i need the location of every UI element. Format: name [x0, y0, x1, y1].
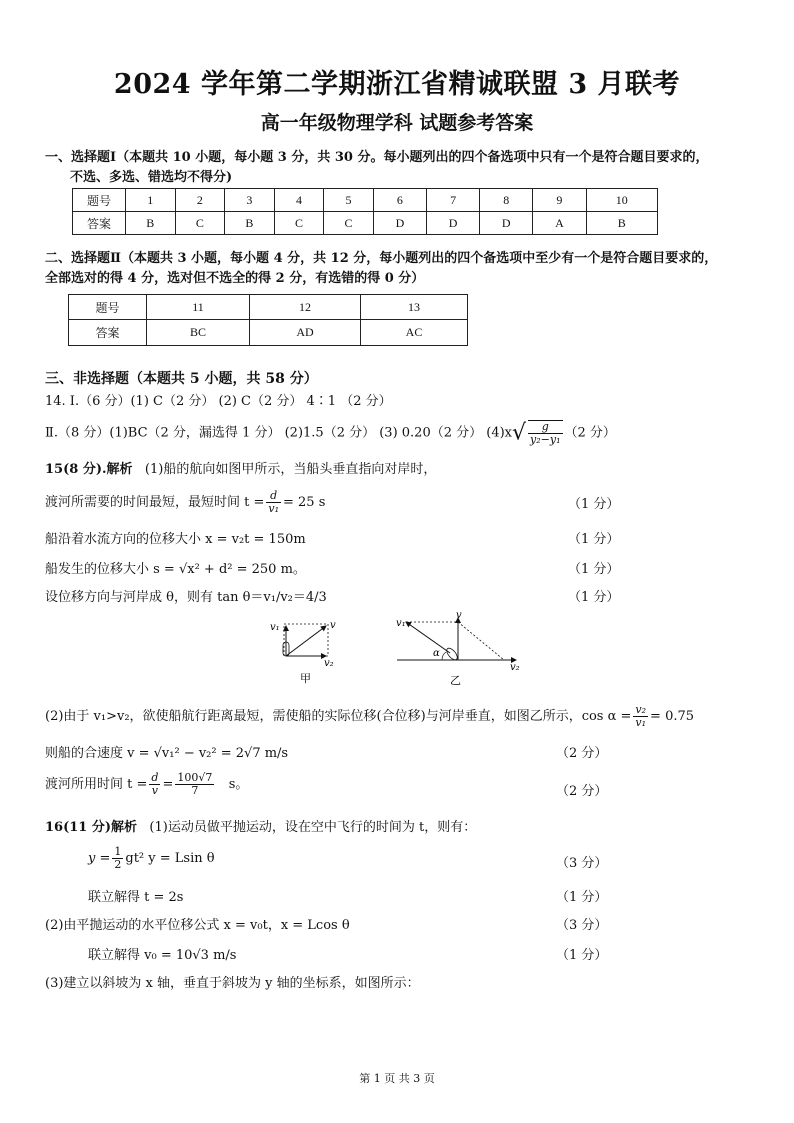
section1-heading-line1: 一、选择题Ⅰ（本题共 10 小题，每小题 3 分，共 30 分。每小题列出的四个备选项中只有一个是符合题目要求的，: [45, 150, 709, 165]
q14-part2-text: Ⅱ.（8 分）(1)BC（2 分，漏选得 1 分） (2)1.5（2 分） (3) 0.20（2 分） (4)x: [45, 425, 512, 441]
table-cell: C: [175, 212, 225, 235]
q15-line1-score: （1 分）: [568, 497, 620, 512]
table-cell: 2: [175, 189, 225, 212]
q15-line4: 设位移方向与河岸成 θ，则有 tan θ＝v₁/v₂＝4/3: [45, 590, 327, 605]
table-cell: 9: [533, 189, 586, 212]
table-row-label: 答案: [69, 320, 147, 346]
table-cell: B: [225, 212, 275, 235]
section3-heading: 三、非选择题（本题共 5 小题，共 58 分）: [45, 371, 318, 387]
page-footer: 第 1 页 共 3 页: [359, 1072, 435, 1085]
q16-intro: (1)运动员做平抛运动，设在空中飞行的时间为 t，则有：: [149, 820, 477, 835]
fig-jia-v2-label: v₂: [324, 658, 334, 669]
table-cell: 6: [373, 189, 426, 212]
q15-line6: 渡河所用时间 t = $\frac{d}{v}$ = $\frac{100√7}{7}$ s。: [45, 771, 249, 797]
table-row-label: 答案: [73, 212, 126, 235]
table-cell: BC: [147, 320, 250, 346]
table-row-answers: [73, 212, 658, 235]
table-cell: 3: [225, 189, 275, 212]
table-row-label: 题号: [69, 295, 147, 320]
figure-yi: [392, 608, 532, 688]
q15-part2: (2)由于 v₁>v₂，欲使船航行距离最短，需使船的实际位移(合位移)与河岸垂直，如图乙所示，cos α = $\frac{\text{v₂}}{\text{v₁}}$ = 0.75: [45, 703, 695, 729]
q15-intro: (1)船的航向如图甲所示，当船头垂直指向对岸时，: [144, 462, 437, 477]
table-row-answers: [69, 320, 468, 346]
fig-yi-v-label: v: [456, 610, 462, 621]
table-row-numbers: [69, 295, 468, 320]
page-subtitle: 高一年级物理学科 试题参考答案: [260, 112, 534, 134]
fig-jia-v1-label: v₁: [270, 622, 280, 633]
q14-part2: Ⅱ.（8 分）(1)BC（2 分，漏选得 1 分） (2)1.5（2 分） (3) 0.20（2 分） (4)x√ $\frac{g}{\text{y₂−y₁}}$ （2 分）: [45, 420, 616, 446]
q16-line3: (2)由平抛运动的水平位移公式 x = v₀t，x = Lcos θ: [45, 918, 350, 933]
table-cell: AC: [361, 320, 468, 346]
section1-answer-table: [72, 188, 658, 235]
table-cell: 5: [324, 189, 374, 212]
table-cell: C: [324, 212, 374, 235]
section2-heading-line1: 二、选择题Ⅱ（本题共 3 小题，每小题 4 分，共 12 分，每小题列出的四个备选项中至少有一个是符合题目要求的，: [45, 251, 718, 266]
q16-line4: 联立解得 v₀ = 10√3 m/s: [88, 948, 237, 963]
q15-line2: 船沿着水流方向的位移大小 x = v₂t = 150m: [45, 532, 306, 547]
table-cell: B: [586, 212, 658, 235]
table-cell: 1: [126, 189, 176, 212]
q14-part1: 14. Ⅰ.（6 分）(1) C（2 分） (2) C（2 分） 4∶1 （2 分）: [45, 394, 392, 409]
q15-line5-score: （2 分）: [556, 746, 608, 761]
fig-yi-alpha-label: α: [433, 648, 440, 659]
q16-intro-line: [45, 816, 476, 835]
table-cell: 12: [249, 295, 360, 320]
q16-line3-score: （3 分）: [556, 918, 608, 933]
table-cell: A: [533, 212, 586, 235]
page-title: 2024 学年第二学期浙江省精诚联盟 3 月联考: [113, 69, 681, 100]
table-cell: B: [126, 212, 176, 235]
fig-yi-v2-label: v₂: [510, 662, 520, 673]
q15-line1: 渡河所需要的时间最短，最短时间 t = $\frac{d}{\text{v₁}}$ = 25 s: [45, 489, 326, 515]
table-cell: C: [274, 212, 324, 235]
q14-formula-fraction: $\frac{g}{\text{y₂−y₁}}$: [530, 420, 561, 446]
q16-line1-score: （3 分）: [556, 856, 608, 871]
fig-jia-v-label: v: [330, 620, 336, 631]
section1-heading-line2: 不选、多选、错选均不得分): [70, 170, 233, 185]
q16-line5: (3)建立以斜坡为 x 轴，垂直于斜坡为 y 轴的坐标系，如图所示：: [45, 976, 420, 991]
q16-line2: 联立解得 t = 2s: [88, 890, 184, 905]
q16-line1: y = $\frac{1}{2}$ gt² y = Lsin θ: [88, 845, 215, 871]
q16-line4-score: （1 分）: [556, 948, 608, 963]
q15-line2-score: （1 分）: [568, 532, 620, 547]
q15-intro-line: [45, 458, 436, 477]
q15-line3: 船发生的位移大小 s = √x² + d² = 250 m。: [45, 562, 306, 577]
table-row-label: 题号: [73, 189, 126, 212]
table-cell: AD: [249, 320, 360, 346]
fig-yi-v1-label: v₁: [396, 618, 406, 629]
table-cell: D: [373, 212, 426, 235]
q15-line6-score: （2 分）: [556, 784, 608, 799]
q14-part2-score: （2 分）: [564, 425, 616, 441]
table-row-numbers: [73, 189, 658, 212]
section2-answer-table: [68, 294, 468, 346]
q16-heading: 16(11 分)解析: [45, 820, 138, 835]
table-cell: D: [480, 212, 533, 235]
table-cell: 11: [147, 295, 250, 320]
table-cell: 13: [361, 295, 468, 320]
table-cell: 8: [480, 189, 533, 212]
q15-line3-score: （1 分）: [568, 562, 620, 577]
fig-jia-caption: 甲: [300, 672, 311, 685]
table-cell: 10: [586, 189, 658, 212]
fig-yi-caption: 乙: [450, 674, 461, 687]
figure-jia: [262, 612, 352, 686]
section2-heading-line2: 全部选对的得 4 分，选对但不选全的得 2 分，有选错的得 0 分）: [45, 271, 425, 286]
table-cell: D: [426, 212, 479, 235]
q15-line4-score: （1 分）: [568, 590, 620, 605]
q16-line2-score: （1 分）: [556, 890, 608, 905]
q15-line5: 则船的合速度 v = √v₁² − v₂² = 2√7 m/s: [45, 746, 289, 761]
table-cell: 4: [274, 189, 324, 212]
table-cell: 7: [426, 189, 479, 212]
q15-heading: 15(8 分).解析: [45, 462, 133, 477]
